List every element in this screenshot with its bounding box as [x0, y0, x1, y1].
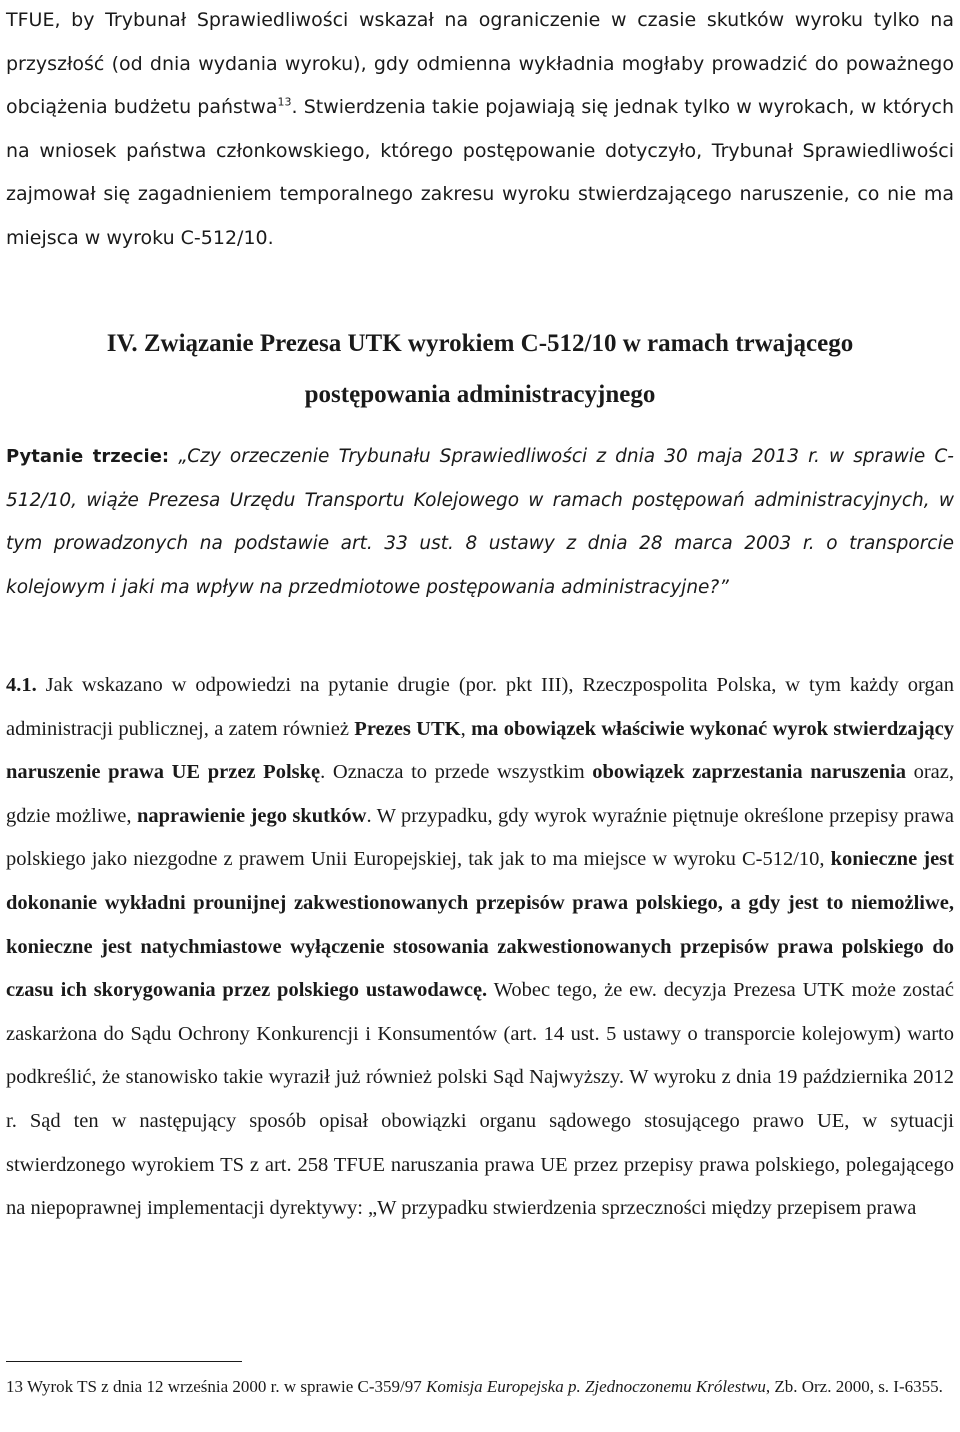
answer-text: Wobec tego, że ew. decyzja Prezesa UTK może zostać zaskarżona do Sądu Ochrony Konkurencji i Konsumentów (art. 14 ust. 5 ustawy o transporcie kolejowym) warto podkreślić, że stanowisko takie wyraził już również polski Sąd Najwyższy. W wyroku z dnia 19 października 2012 r. Sąd ten w następujący sposób opisał obowiązki organu sądowego stosującego prawo UE, w sytuacji stwierdzonego wyrokiem TS z art. 258 TFUE naruszania prawa UE przez przepisy prawa polskiego, polegającego na niepoprawnej implementacji dyrektywy: „W przypadku stwierdzenia sprzeczności między przepisem prawa [6, 979, 954, 1220]
section-heading [6, 318, 954, 420]
footnote-text: , Zb. Orz. 2000, s. I-6355. [765, 1377, 943, 1396]
answer-text: Jak wskazano w odpowiedzi na pytanie drugie (por. pkt III), Rzeczpospolita Polska, w tym każdy organ administracji publicznej, a zatem również [6, 674, 954, 740]
answer-text: , [460, 717, 472, 740]
footnote [6, 1376, 954, 1398]
answer-bold: konieczne jest dokonanie wykładni prounijnej zakwestionowanych przepisów prawa polskiego, a gdy jest to niemożliwe, konieczne jest natychmiastowe wyłączenie stosowania zakwestionowanych przepisów prawa polskiego do czasu ich skorygowania przez polskiego ustawodawcę. [6, 848, 954, 1002]
paragraph-text: . Stwierdzenia takie pojawiają się jednak tylko w wyrokach, w których na wniosek państwa członkowskiego, którego postępowanie dotyczyło, Trybunał Sprawiedliwości zajmował się zagadnieniem temporalnego zakresu wyroku stwierdzającego naruszenie, co nie ma miejsca w wyroku C-512/10. [6, 96, 954, 249]
question-label: Pytanie trzecie: [6, 446, 170, 467]
section-heading-line2: postępowania administracyjnego [304, 381, 656, 408]
footnote-reference[interactable]: 13 [277, 95, 292, 109]
question-paragraph [6, 435, 954, 609]
question-text: „Czy orzeczenie Trybunału Sprawiedliwości z dnia 30 maja 2013 r. w sprawie C-512/10, wiąże Prezesa Urzędu Transportu Kolejowego w ramach postępowań administracyjnych, w tym prowadzonych na podstawie art. 33 ust. 8 ustawy z dnia 28 marca 2003 r. o transporcie kolejowym i jaki ma wpływ na przedmiotowe postępowania administracyjne?” [6, 446, 954, 598]
answer-bold: naprawienie jego skutków [136, 804, 367, 827]
answer-paragraph [6, 664, 954, 1231]
answer-bold: ma obowiązek właściwie wykonać wyrok stwierdzający naruszenie prawa UE przez Polskę [6, 717, 955, 784]
section-heading-line1: IV. Związanie Prezesa UTK wyrokiem C-512/10 w ramach trwającego [106, 330, 854, 357]
answer-bold: obowiązek zaprzestania naruszenia [592, 761, 906, 784]
paragraph-text: TFUE, by Trybunał Sprawiedliwości wskazał na ograniczenie w czasie skutków wyroku tylko na przyszłość (od dnia wydania wyroku), gdy odmienna wykładnia mogłaby prowadzić do poważnego obciążenia budżetu państwa [6, 9, 954, 119]
answer-bold: Prezes UTK [354, 717, 461, 740]
answer-text: . Oznacza to przede wszystkim [320, 761, 593, 784]
footnote-separator [6, 1361, 242, 1362]
answer-text: . W przypadku, gdy wyrok wyraźnie piętnuje określone przepisy prawa polskiego jako niezgodne z prawem Unii Europejskiej, tak jak to ma miejsce w wyroku C-512/10, [6, 804, 955, 871]
paragraph-temporal-effect [6, 0, 954, 261]
footnote-text: 13 Wyrok TS z dnia 12 września 2000 r. w sprawie C-359/97 [6, 1377, 426, 1396]
footnote-case-name: Komisja Europejska p. Zjednoczonemu Królestwu [425, 1377, 766, 1396]
paragraph-number: 4.1. [6, 674, 37, 696]
answer-text: oraz, gdzie możliwe, [6, 761, 954, 827]
